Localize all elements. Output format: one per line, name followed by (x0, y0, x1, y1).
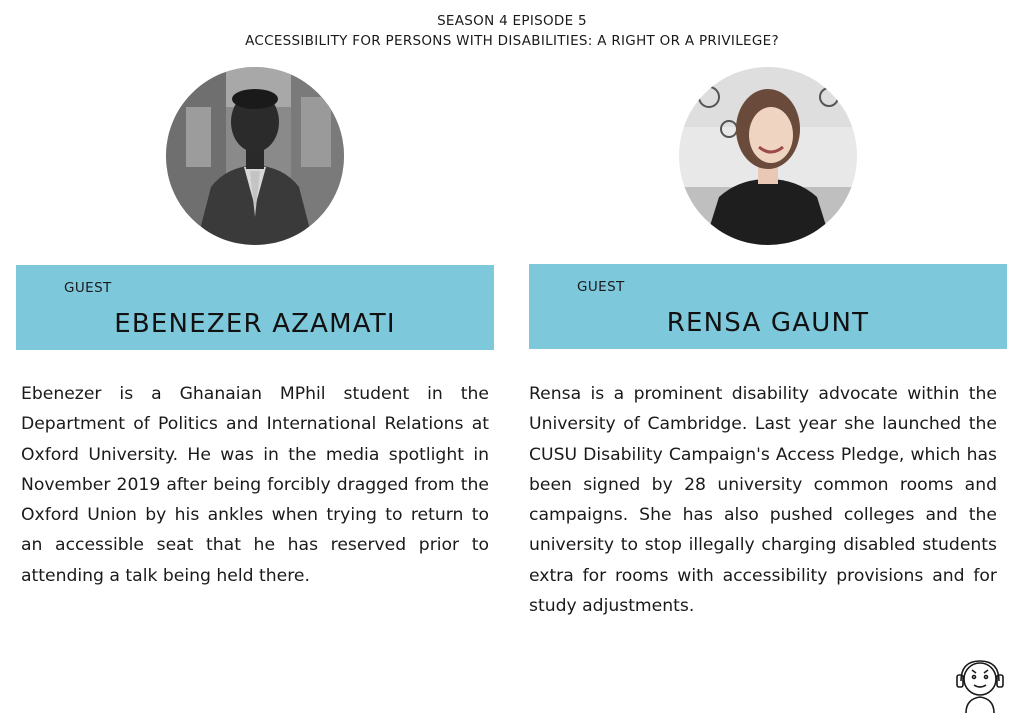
guest-bio-rensa: Rensa is a prominent disability advocate within the University of Cambridge. Last year she launched the CUSU Disability Campaign's Access Pledge, which has been signed by 28 university common rooms and campaigns. She has also pushed colleges and the university to stop illegally charging disabled students extra for rooms with accessibility provisions and for study adjustments. (529, 384, 997, 617)
guest-name-box-rensa (529, 264, 1007, 349)
episode-title: ACCESSIBILITY FOR PERSONS WITH DISABILITIES: A RIGHT OR A PRIVILEGE? (245, 33, 779, 49)
guest-label: GUEST (577, 279, 625, 295)
guest-name-box-ebenezer (16, 265, 494, 350)
guest-label: GUEST (64, 280, 112, 296)
guest-photo-ebenezer (166, 67, 344, 245)
podcast-headphones-logo-icon (952, 655, 1008, 713)
episode-number: SEASON 4 EPISODE 5 (437, 13, 587, 29)
episode-header (0, 11, 1024, 51)
guest-name: EBENEZER AZAMATI (114, 309, 396, 339)
guest-name: RENSA GAUNT (666, 308, 870, 338)
guest-bio-ebenezer: Ebenezer is a Ghanaian MPhil student in the Department of Politics and International Relations at Oxford University. He was in the media spotlight in November 2019 after being forcibly dragged from the Oxford Union by his ankles when trying to return to an accessible seat that he has reserved prior to attending a talk being held there. (21, 384, 489, 586)
guest-photo-rensa (679, 67, 857, 245)
